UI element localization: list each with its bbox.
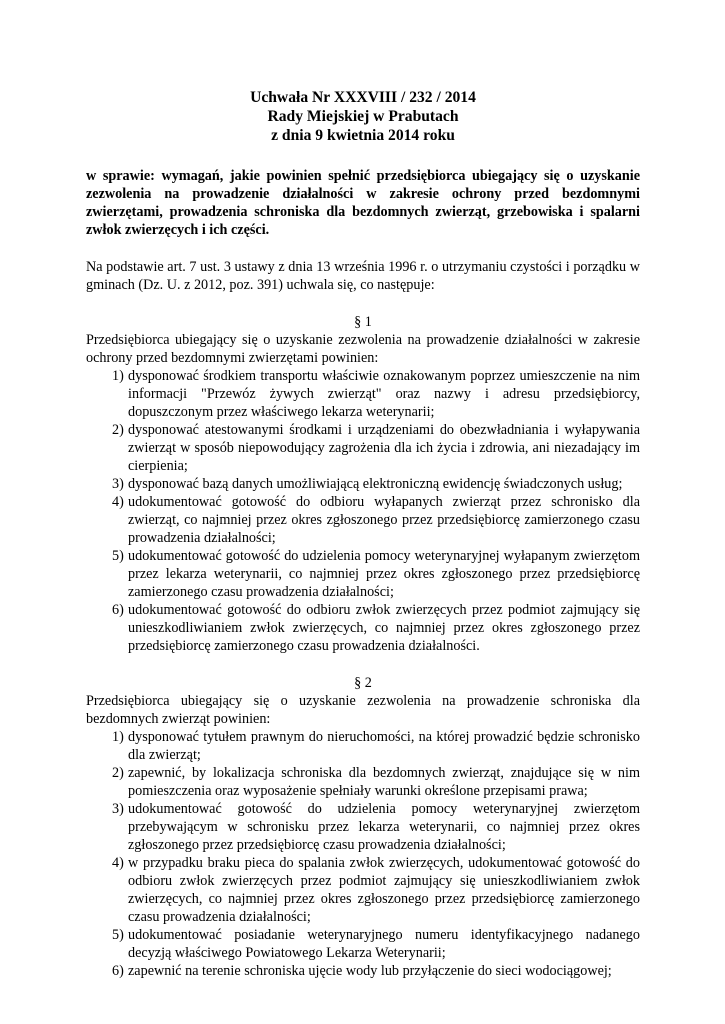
- section-2-list: [86, 728, 640, 980]
- section-2-heading: § 2: [354, 675, 372, 691]
- item-text: zapewnić, by lokalizacja schroniska dla bezdomnych zwierząt, znajdujące się w nim pomieszczenia oraz wyposażenie spełniały warunki określone przepisami prawa;: [128, 765, 640, 799]
- list-item: [86, 421, 640, 475]
- list-item: [86, 800, 640, 854]
- list-item: [86, 764, 640, 800]
- item-text: dysponować atestowanymi środkami i urządzeniami do obezwładniania i wyłapywania zwierząt w sposób niepowodujący zagrożenia dla ich życia i zdrowia, ani niezadający im cierpienia;: [128, 422, 640, 474]
- resolution-subject: w sprawie: wymagań, jakie powinien spełnić przedsiębiorca ubiegający się o uzyskanie zezwolenia na prowadzenie działalności w zakresie ochrony przed bezdomnymi zwierzętami, prowadzenia schroniska dla bezdomnych zwierząt, grzebowiska i spalarni zwłok zwierzęcych i ich części.: [86, 168, 640, 238]
- item-number: 2): [112, 422, 124, 438]
- list-item: [86, 926, 640, 962]
- item-text: zapewnić na terenie schroniska ujęcie wody lub przyłączenie do sieci wodociągowej;: [128, 963, 612, 979]
- item-text: dysponować tytułem prawnym do nieruchomości, na której prowadzić będzie schronisko dla zwierząt;: [128, 729, 640, 763]
- item-number: 3): [112, 476, 124, 492]
- item-number: 4): [112, 494, 124, 510]
- list-item: [86, 962, 640, 980]
- item-number: 3): [112, 801, 124, 817]
- item-text: udokumentować gotowość do udzielenia pomocy weterynaryjnej wyłapanym zwierzętom przez lekarza weterynarii, co najmniej przez okres zgłoszonego przez przedsiębiorcę zamierzonego czasu prowadzenia działalności;: [128, 548, 640, 600]
- section-1-intro: Przedsiębiorca ubiegający się o uzyskanie zezwolenia na prowadzenie działalności w zakresie ochrony przed bezdomnymi zwierzętami powinien:: [86, 332, 640, 366]
- list-item: [86, 854, 640, 926]
- document-page: [86, 88, 640, 980]
- list-item: [86, 493, 640, 547]
- item-number: 5): [112, 927, 124, 943]
- item-number: 1): [112, 368, 124, 384]
- item-number: 6): [112, 602, 124, 618]
- resolution-title: Uchwała Nr XXXVIII / 232 / 2014: [250, 89, 476, 106]
- item-text: udokumentować posiadanie weterynaryjnego numeru identyfikacyjnego nadanego decyzją właściwego Powiatowego Lekarza Weterynarii;: [128, 927, 640, 961]
- section-1-heading: § 1: [354, 314, 372, 330]
- item-text: udokumentować gotowość do odbioru zwłok zwierzęcych przez podmiot zajmujący się unieszkodliwianiem zwłok zwierzęcych, co najmniej przez okres zgłoszonego przez przedsiębiorcę zamierzonego czasu prowadzenia działalności.: [128, 602, 640, 654]
- list-item: [86, 728, 640, 764]
- item-text: udokumentować gotowość do udzielenia pomocy weterynaryjnej zwierzętom przebywającym w schronisku przez lekarza weterynarii, co najmniej przez okres zgłoszonego przez przedsiębiorcę czasu prowadzenia działalności;: [128, 801, 640, 853]
- item-text: dysponować bazą danych umożliwiającą elektroniczną ewidencję świadczonych usług;: [128, 476, 623, 492]
- resolution-date: z dnia 9 kwietnia 2014 roku: [271, 127, 455, 144]
- item-number: 5): [112, 548, 124, 564]
- list-item: [86, 475, 640, 493]
- legal-basis: Na podstawie art. 7 ust. 3 ustawy z dnia 13 września 1996 r. o utrzymaniu czystości i porządku w gminach (Dz. U. z 2012, poz. 391) uchwala się, co następuje:: [86, 259, 640, 293]
- list-item: [86, 601, 640, 655]
- item-number: 1): [112, 729, 124, 745]
- item-number: 2): [112, 765, 124, 781]
- item-number: 4): [112, 855, 124, 871]
- item-number: 6): [112, 963, 124, 979]
- council-name: Rady Miejskiej w Prabutach: [267, 108, 459, 125]
- item-text: dysponować środkiem transportu właściwie oznakowanym poprzez umieszczenie na nim informacji "Przewóz żywych zwierząt" oraz nazwy i adresu przedsiębiorcy, dopuszczonym przez właściwego lekarza weterynarii;: [128, 368, 640, 420]
- list-item: [86, 547, 640, 601]
- list-item: [86, 367, 640, 421]
- item-text: w przypadku braku pieca do spalania zwłok zwierzęcych, udokumentować gotowość do odbioru zwłok zwierzęcych przez podmiot zajmujący się unieszkodliwianiem zwłok zwierzęcych, co najmniej przez okres zgłoszonego przez przedsiębiorcę zamierzonego czasu prowadzenia działalności;: [128, 855, 640, 925]
- item-text: udokumentować gotowość do odbioru wyłapanych zwierząt przez schronisko dla zwierząt, co najmniej przez okres zgłoszonego przez przedsiębiorcę zamierzonego czasu prowadzenia działalności;: [128, 494, 640, 546]
- section-1-list: [86, 367, 640, 655]
- section-2-intro: Przedsiębiorca ubiegający się o uzyskanie zezwolenia na prowadzenie schroniska dla bezdomnych zwierząt powinien:: [86, 693, 640, 727]
